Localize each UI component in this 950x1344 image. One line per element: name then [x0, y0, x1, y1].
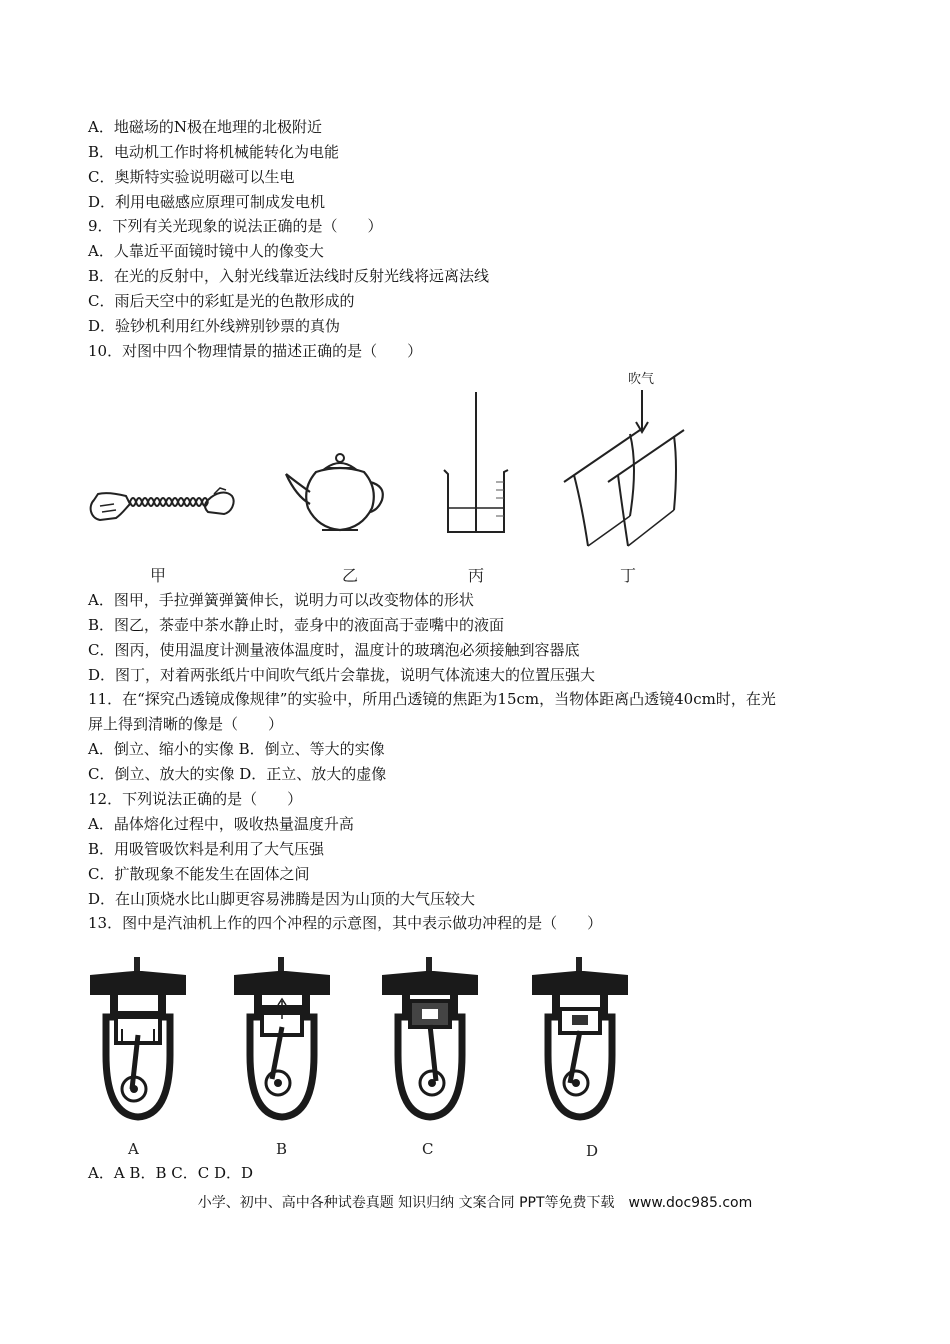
engine-label-c: C: [422, 1140, 434, 1158]
q9-option-b: B．在光的反射中，入射光线靠近法线时反射光线将远离法线: [88, 267, 490, 285]
spring-figure: [86, 470, 236, 530]
engine-stroke-a: [88, 955, 188, 1125]
q8-option-d: D．利用电磁感应原理可制成发电机: [88, 193, 326, 211]
engine-stroke-d: [530, 955, 630, 1125]
q10-option-a: A．图甲，手拉弹簧弹簧伸长，说明力可以改变物体的形状: [88, 591, 474, 609]
q11-options-ab: A．倒立、缩小的实像 B．倒立、等大的实像: [88, 740, 385, 758]
engine-label-d: D: [586, 1142, 599, 1160]
q13-options: A．A B．B C．C D．D: [88, 1164, 254, 1182]
engine-label-b: B: [276, 1140, 288, 1158]
engine-stroke-b: [232, 955, 332, 1125]
fig-label-ding: 丁: [620, 566, 637, 585]
q10-option-b: B．图乙，茶壶中茶水静止时，壶身中的液面高于壶嘴中的液面: [88, 616, 505, 634]
fig-label-bing: 丙: [468, 566, 485, 585]
paper-sheets-figure: [560, 386, 688, 550]
q13-stem: 13．图中是汽油机上作的四个冲程的示意图，其中表示做功冲程的是（ ）: [88, 914, 603, 932]
q10-option-c: C．图丙，使用温度计测量液体温度时，温度计的玻璃泡必须接触到容器底: [88, 641, 580, 659]
q9-option-d: D．验钞机利用红外线辨别钞票的真伪: [88, 317, 341, 335]
q11-stem-line2: 屏上得到清晰的像是（ ）: [88, 715, 284, 733]
page-footer: 小学、初中、高中各种试卷真题 知识归纳 文案合同 PPT等免费下载 www.doc985.com: [197, 1195, 753, 1211]
q12-option-c: C．扩散现象不能发生在固体之间: [88, 865, 310, 883]
q12-option-b: B．用吸管吸饮料是利用了大气压强: [88, 840, 325, 858]
q12-option-a: A．晶体熔化过程中，吸收热量温度升高: [88, 815, 354, 833]
q12-option-d: D．在山顶烧水比山脚更容易沸腾是因为山顶的大气压较大: [88, 890, 476, 908]
q10-option-d: D．图丁，对着两张纸片中间吹气纸片会靠拢，说明气体流速大的位置压强大: [88, 666, 596, 684]
engine-label-a: A: [128, 1140, 139, 1158]
q10-stem: 10．对图中四个物理情景的描述正确的是（ ）: [88, 342, 423, 360]
q11-stem-line1: 11．在“探究凸透镜成像规律”的实验中，所用凸透镜的焦距为15cm，当物体距离凸透镜40cm时，在光: [88, 690, 776, 708]
q8-option-b: B．电动机工作时将机械能转化为电能: [88, 143, 340, 161]
fig-label-yi: 乙: [342, 566, 359, 585]
q9-option-c: C．雨后天空中的彩虹是光的色散形成的: [88, 292, 355, 310]
q8-option-c: C．奥斯特实验说明磁可以生电: [88, 168, 295, 186]
q11-options-cd: C．倒立、放大的实像 D．正立、放大的虚像: [88, 765, 387, 783]
teapot-figure: [282, 452, 388, 534]
q9-stem: 9．下列有关光现象的说法正确的是（ ）: [88, 217, 383, 235]
q8-option-a: A．地磁场的N极在地理的北极附近: [88, 118, 322, 136]
engine-stroke-c: [380, 955, 480, 1125]
blow-label: 吹气: [628, 372, 655, 387]
q9-option-a: A．人靠近平面镜时镜中人的像变大: [88, 242, 324, 260]
fig-label-jia: 甲: [150, 566, 167, 585]
beaker-thermometer-figure: [440, 390, 510, 540]
q12-stem: 12．下列说法正确的是（ ）: [88, 790, 303, 808]
